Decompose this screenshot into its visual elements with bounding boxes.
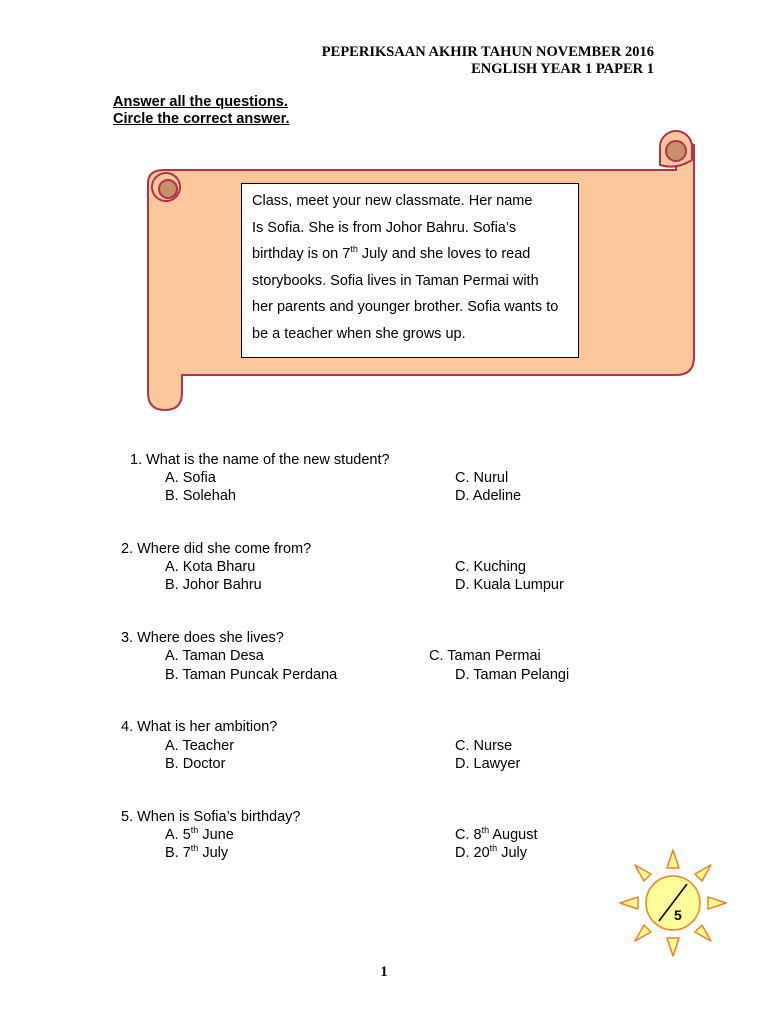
option-5a[interactable]: A. 5th June [165,825,234,843]
option-5c[interactable]: C. 8th August [455,825,538,843]
option-5d[interactable]: D. 20th July [455,843,528,861]
exam-subtitle: ENGLISH YEAR 1 PAPER 1 [471,61,654,77]
option-5b[interactable]: B. 7th July [165,843,229,861]
option-2d[interactable]: D. Kuala Lumpur [455,577,564,593]
passage-line: her parents and younger brother. Sofia wants to [252,299,559,316]
option-3c[interactable]: C. Taman Permai [429,648,541,664]
sun-score-icon [618,848,728,958]
option-1c[interactable]: C. Nurul [455,470,509,486]
instruction-line-1: Answer all the questions. [113,94,288,110]
option-2c[interactable]: C. Kuching [455,559,526,575]
option-4b[interactable]: B. Doctor [165,756,226,772]
option-3b[interactable]: B. Taman Puncak Perdana [165,667,338,683]
option-1a[interactable]: A. Sofia [165,470,216,486]
question-3: 3. Where does she lives? [121,630,284,646]
option-3d[interactable]: D. Taman Pelangi [455,667,570,683]
exam-header [322,44,654,78]
score-total: 5 [674,907,682,923]
instructions [113,94,290,128]
question-1: 1. What is the name of the new student? [130,452,390,468]
option-4c[interactable]: C. Nurse [455,738,513,754]
reading-passage [241,183,579,358]
page-number: 1 [380,964,388,980]
option-4a[interactable]: A. Teacher [165,738,235,754]
option-2a[interactable]: A. Kota Bharu [165,559,256,575]
exam-title: PEPERIKSAAN AKHIR TAHUN NOVEMBER 2016 [321,44,654,60]
passage-line: Is Sofia. She is from Johor Bahru. Sofia’s [252,219,517,236]
option-1b[interactable]: B. Solehah [165,488,236,504]
option-2b[interactable]: B. Johor Bahru [165,577,262,593]
instruction-line-2: Circle the correct answer. [113,111,290,127]
question-2: 2. Where did she come from? [121,541,312,557]
option-1d[interactable]: D. Adeline [455,488,522,504]
passage-line: be a teacher when she grows up. [252,325,466,342]
passage-line: birthday is on 7th July and she loves to read [252,244,531,263]
question-5: 5. When is Sofia’s birthday? [121,809,301,825]
passage-line: Class, meet your new classmate. Her name [252,193,533,209]
option-3a[interactable]: A. Taman Desa [165,648,264,664]
passage-line: storybooks. Sofia lives in Taman Permai with [252,272,539,289]
option-4d[interactable]: D. Lawyer [455,756,521,772]
question-4: 4. What is her ambition? [121,719,278,735]
